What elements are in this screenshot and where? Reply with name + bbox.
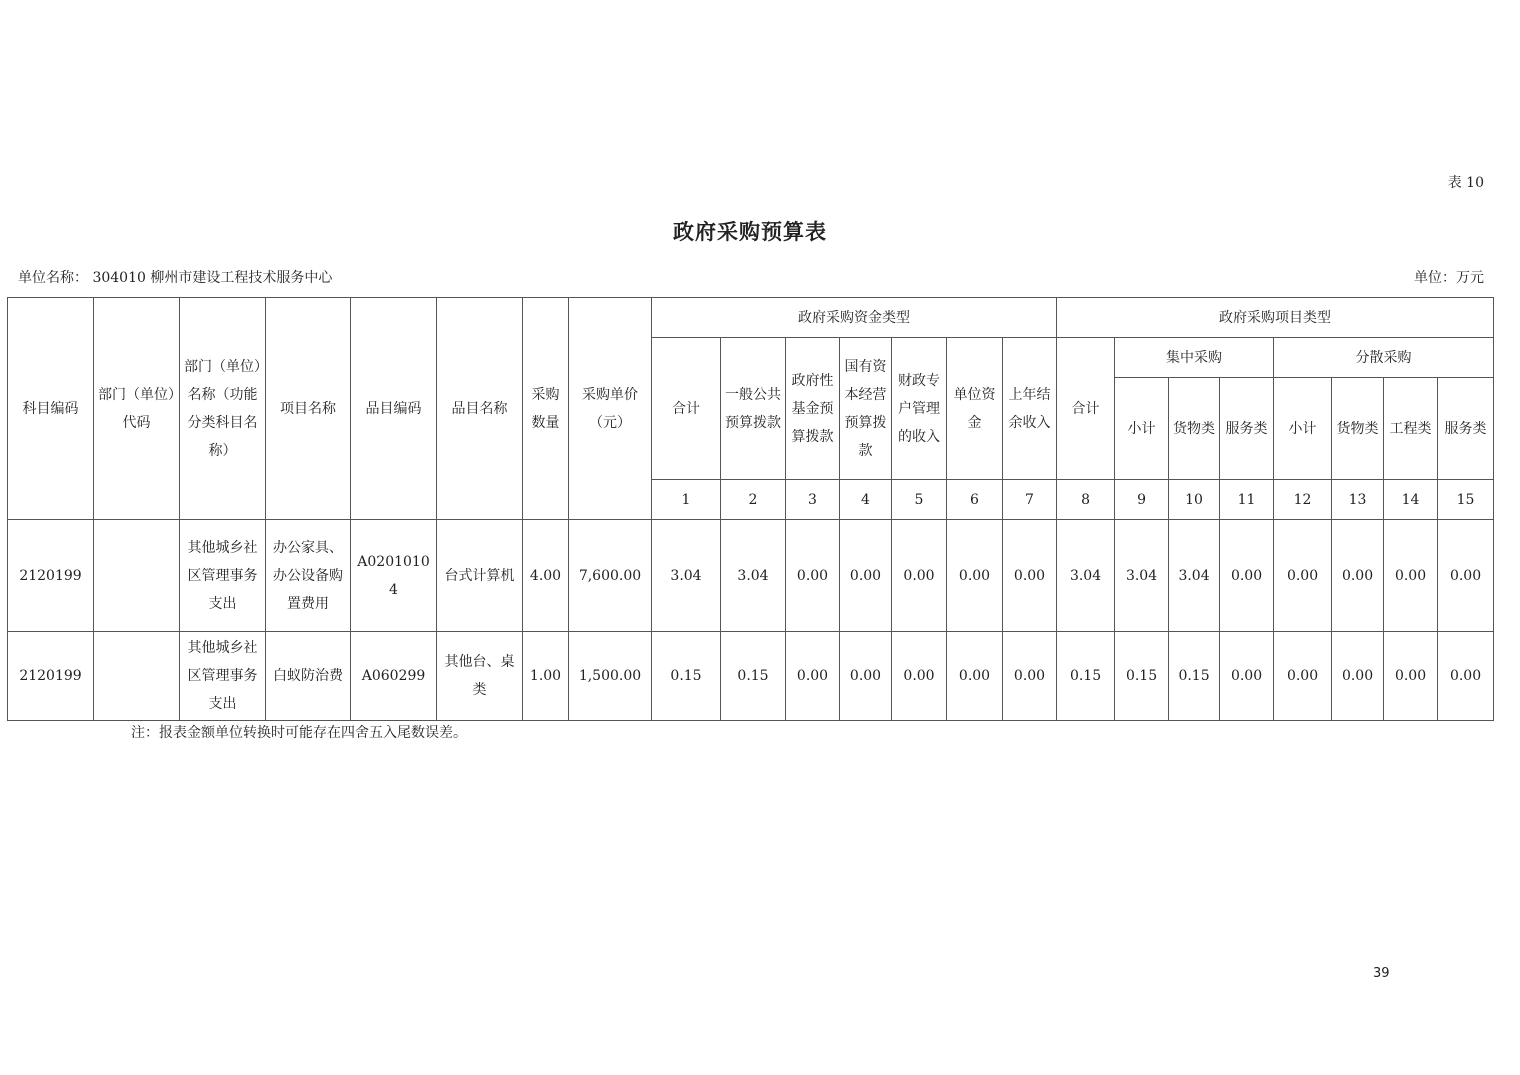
header-unit-fund: 单位资金	[947, 338, 1003, 480]
cell-value: 0.00	[947, 632, 1003, 721]
header-project-name: 项目名称	[266, 298, 351, 520]
footnote: 注：报表金额单位转换时可能存在四舍五入尾数误差。	[131, 725, 467, 741]
cell-item-name: 台式计算机	[437, 520, 523, 632]
cell-value: 0.00	[1438, 632, 1494, 721]
header-c-services: 服务类	[1220, 378, 1274, 480]
header-d-services: 服务类	[1438, 378, 1494, 480]
header-centralized: 集中采购	[1115, 338, 1274, 378]
cell-unit-price: 7,600.00	[569, 520, 652, 632]
cell-value: 3.04	[652, 520, 721, 632]
column-number: 13	[1332, 480, 1384, 520]
column-number: 15	[1438, 480, 1494, 520]
cell-value: 0.00	[1274, 632, 1332, 721]
cell-unit-price: 1,500.00	[569, 632, 652, 721]
cell-value: 3.04	[721, 520, 786, 632]
column-number: 8	[1057, 480, 1115, 520]
unit-label: 单位：万元	[1414, 270, 1484, 286]
cell-dept-name: 其他城乡社区管理事务支出	[180, 520, 266, 632]
header-gov-fund: 政府性基金预算拨款	[786, 338, 840, 480]
cell-item-name: 其他台、桌类	[437, 632, 523, 721]
column-number: 14	[1384, 480, 1438, 520]
table-row	[8, 632, 1494, 721]
header-fund-type-group: 政府采购资金类型	[652, 298, 1057, 338]
column-number: 11	[1220, 480, 1274, 520]
header-fund-total: 合计	[652, 338, 721, 480]
header-item-code: 品目编码	[351, 298, 437, 520]
cell-value: 0.15	[652, 632, 721, 721]
header-d-engineering: 工程类	[1384, 378, 1438, 480]
cell-project-name: 白蚁防治费	[266, 632, 351, 721]
column-number: 10	[1169, 480, 1220, 520]
header-c-subtotal: 小计	[1115, 378, 1169, 480]
header-item-name: 品目名称	[437, 298, 523, 520]
cell-quantity: 4.00	[523, 520, 569, 632]
page-title: 政府采购预算表	[673, 219, 827, 244]
column-number: 9	[1115, 480, 1169, 520]
cell-value: 0.15	[1057, 632, 1115, 721]
header-subject-code: 科目编码	[8, 298, 94, 520]
cell-item-code: A02010104	[351, 520, 437, 632]
header-d-subtotal: 小计	[1274, 378, 1332, 480]
cell-value: 3.04	[1115, 520, 1169, 632]
cell-value: 0.00	[892, 632, 947, 721]
procurement-budget-table	[7, 297, 1494, 721]
column-number: 12	[1274, 480, 1332, 520]
cell-value: 0.00	[840, 520, 892, 632]
header-dept-name: 部门（单位）名称（功能分类科目名称）	[180, 298, 266, 520]
cell-subject-code: 2120199	[8, 520, 94, 632]
header-c-goods: 货物类	[1169, 378, 1220, 480]
header-quantity: 采购数量	[523, 298, 569, 520]
cell-item-code: A060299	[351, 632, 437, 721]
cell-value: 0.00	[1220, 632, 1274, 721]
cell-value: 0.00	[892, 520, 947, 632]
cell-value: 0.00	[786, 520, 840, 632]
cell-dept-name: 其他城乡社区管理事务支出	[180, 632, 266, 721]
header-unit-price: 采购单价（元）	[569, 298, 652, 520]
header-dept-code: 部门（单位）代码	[94, 298, 180, 520]
column-number: 1	[652, 480, 721, 520]
cell-value: 3.04	[1169, 520, 1220, 632]
header-d-goods: 货物类	[1332, 378, 1384, 480]
unit-name: 单位名称： 304010 柳州市建设工程技术服务中心	[18, 270, 333, 286]
column-number: 3	[786, 480, 840, 520]
cell-value: 0.00	[1438, 520, 1494, 632]
header-project-type-group: 政府采购项目类型	[1057, 298, 1494, 338]
cell-quantity: 1.00	[523, 632, 569, 721]
cell-value: 0.00	[1384, 520, 1438, 632]
cell-value: 0.15	[1115, 632, 1169, 721]
cell-value: 0.00	[1332, 632, 1384, 721]
table-row	[8, 520, 1494, 632]
header-special-fiscal: 财政专户管理的收入	[892, 338, 947, 480]
page-number: 39	[1373, 966, 1390, 981]
cell-value: 3.04	[1057, 520, 1115, 632]
column-number: 6	[947, 480, 1003, 520]
header-proj-total: 合计	[1057, 338, 1115, 480]
header-state-capital: 国有资本经营预算拨款	[840, 338, 892, 480]
column-number: 4	[840, 480, 892, 520]
header-general-budget: 一般公共预算拨款	[721, 338, 786, 480]
cell-value: 0.00	[1003, 632, 1057, 721]
cell-dept-code	[94, 520, 180, 632]
table-id: 表 10	[1447, 175, 1484, 191]
cell-value: 0.00	[1384, 632, 1438, 721]
cell-value: 0.15	[1169, 632, 1220, 721]
column-number: 7	[1003, 480, 1057, 520]
column-number: 2	[721, 480, 786, 520]
column-number: 5	[892, 480, 947, 520]
cell-value: 0.00	[786, 632, 840, 721]
cell-project-name: 办公家具、办公设备购置费用	[266, 520, 351, 632]
cell-value: 0.00	[947, 520, 1003, 632]
cell-value: 0.00	[1274, 520, 1332, 632]
header-carryover: 上年结余收入	[1003, 338, 1057, 480]
cell-value: 0.15	[721, 632, 786, 721]
cell-value: 0.00	[1003, 520, 1057, 632]
header-decentralized: 分散采购	[1274, 338, 1494, 378]
cell-subject-code: 2120199	[8, 632, 94, 721]
cell-dept-code	[94, 632, 180, 721]
cell-value: 0.00	[1220, 520, 1274, 632]
cell-value: 0.00	[840, 632, 892, 721]
cell-value: 0.00	[1332, 520, 1384, 632]
